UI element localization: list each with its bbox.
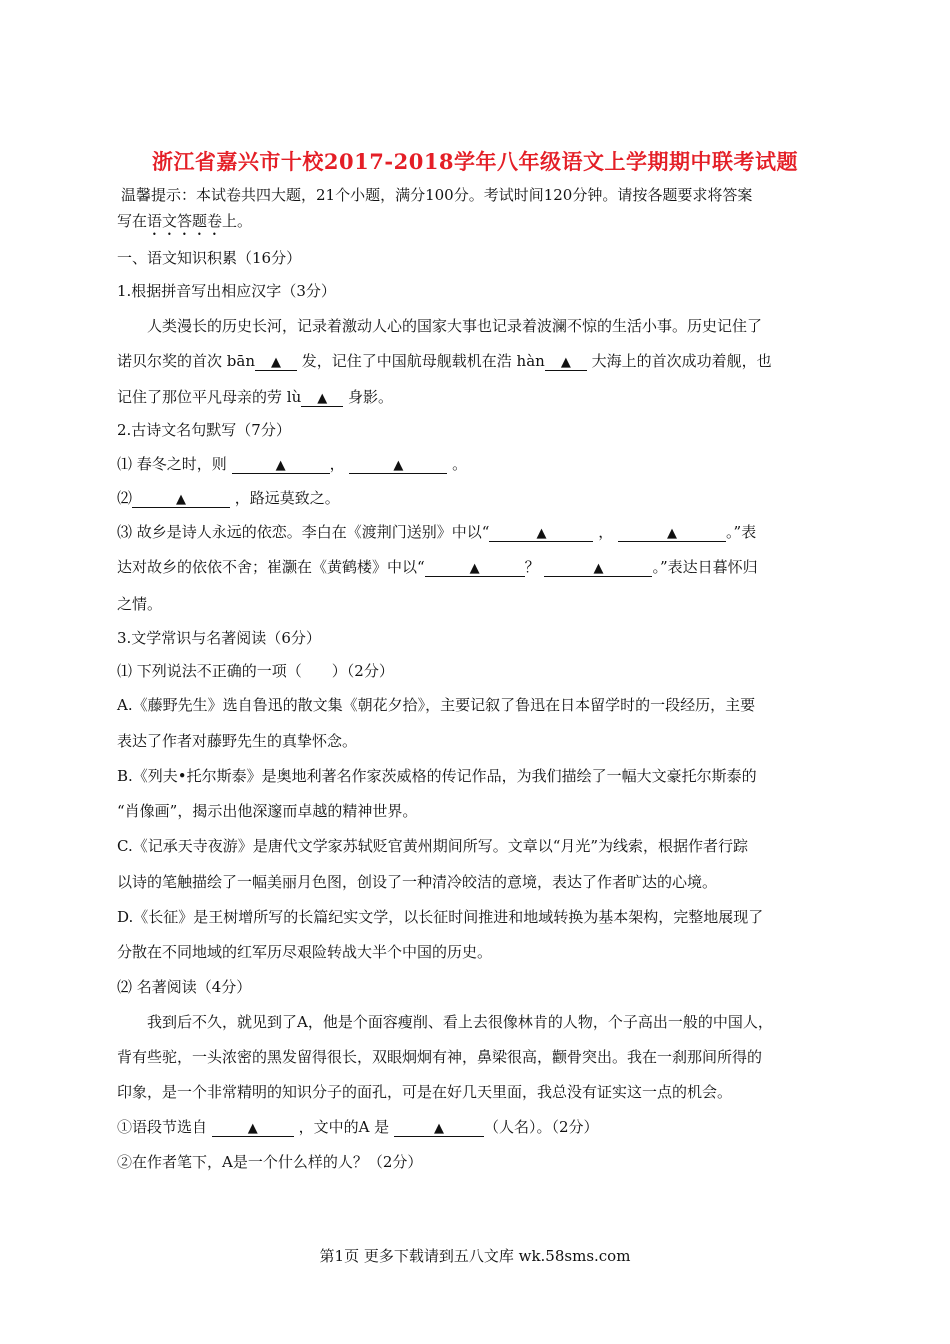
q3-item-2: ②在作者笔下，A是一个什么样的人？（2分） [117,1153,423,1171]
option-b-line-2: “肖像画”，揭示出他深邃而卓越的精神世界。 [117,802,418,820]
triangle-icon: ▲ [317,391,328,406]
reading-line-1: 我到后不久，就见到了A，他是个面容瘦削、看上去很像林肯的人物，个子高出一般的中国人， [147,1013,773,1031]
q2-line-end: 之情。 [117,595,163,613]
reading-line-3: 印象，是一个非常精明的知识分子的面孔，可是在好几天里面，我总没有证实这一点的机会。 [117,1083,733,1101]
answer-blank[interactable] [212,1118,294,1137]
triangle-icon: ▲ [593,561,604,576]
q2-p3-text: ⑶ 故乡是诗人永远的依恋。李白在《渡荆门送别》中以“ [117,523,490,541]
q2-part-3 [117,521,756,543]
option-d-line-2: 分散在不同地域的红军历尽艰险转战大半个中国的历史。 [117,943,493,961]
q2-heading: 2.古诗文名句默写（7分） [117,421,291,439]
q2-part-1 [117,453,467,475]
answer-blank[interactable] [232,455,330,474]
reading-line-2: 背有些驼，一头浓密的黑发留得很长，双眼炯炯有神，鼻梁很高，颧骨突出。我在一刹那间所得的 [117,1048,763,1066]
answer-blank[interactable] [394,1118,484,1137]
q2-question-mark: ？ [524,558,540,576]
q3-sub-1: ⑴ 下列说法不正确的一项（ ）（2分） [117,662,394,680]
triangle-icon: ▲ [536,526,547,541]
item-1-text-a: ①语段节选自 [117,1118,208,1136]
answer-blank[interactable] [255,352,297,371]
tip-line-1: 温馨提示：本试卷共四大题，21个小题，满分100分。考试时间120分钟。请按各题要求将答案 [121,186,753,204]
q2-part-3-cont [117,556,758,578]
q1-line-3 [117,386,393,408]
page-footer: 第1页 更多下载请到五八文库 wk.58sms.com [319,1247,631,1265]
q2-p4-text: 达对故乡的依依不舍；崔灏在《黄鹤楼》中以“ [117,558,425,576]
answer-blank[interactable] [618,523,726,542]
triangle-icon: ▲ [247,1121,258,1136]
option-a-line-2: 表达了作者对藤野先生的真挚怀念。 [117,732,358,750]
q1-text-d: 记住了那位平凡母亲的劳 lù [117,388,302,406]
triangle-icon: ▲ [176,492,187,507]
answer-blank[interactable] [425,558,525,577]
option-d-line-1: D.《长征》是王树增所写的长篇纪实文学，以长征时间推进和地域转换为基本架构，完整地展现了 [117,908,764,926]
item-1-text-c: （人名）。（2分） [483,1118,599,1136]
triangle-icon: ▲ [275,458,286,473]
option-c-line-1: C.《记承天寺夜游》是唐代文学家苏轼贬官黄州期间所写。文章以“月光”为线索，根据作者行踪 [117,837,749,855]
q2-p4-end: 。”表达日暮怀归 [652,558,758,576]
q1-heading: 1.根据拼音写出相应汉字（3分） [117,282,336,300]
answer-blank[interactable] [349,455,447,474]
triangle-icon: ▲ [270,355,281,370]
triangle-icon: ▲ [560,355,571,370]
q1-text-e: 身影。 [348,388,394,406]
triangle-icon: ▲ [469,561,480,576]
item-1-text-b: ，文中的A 是 [298,1118,390,1136]
answer-blank[interactable] [545,352,587,371]
answer-blank[interactable] [132,489,230,508]
option-a-line-1: A.《藤野先生》选自鲁迅的散文集《朝花夕拾》，主要记叙了鲁迅在日本留学时的一段经历，主要 [117,696,756,714]
q2-p3-end: 。”表 [726,523,757,541]
tip-dotted-text: 语文答题卷 [147,212,223,230]
answer-blank[interactable] [301,388,343,407]
option-c-line-2: 以诗的笔触描绘了一幅美丽月色图，创设了一种清冷皎洁的意境，表达了作者旷达的心境。 [117,873,718,891]
q1-text-b: 发，记住了中国航母舰载机在浩 hàn [301,352,545,370]
tip-line-2 [117,210,252,239]
answer-blank[interactable] [489,523,593,542]
tip-line-2-post: 上。 [222,212,253,230]
q2-period: 。 [452,455,468,473]
triangle-icon: ▲ [393,458,404,473]
q3-sub-2: ⑵ 名著阅读（4分） [117,978,252,996]
q1-text-a: 诺贝尔奖的首次 bān [117,352,255,370]
q2-comma: ， [329,455,345,473]
q1-text-c: 大海上的首次成功着舰，也 [591,352,772,370]
q3-heading: 3.文学常识与名著阅读（6分） [117,629,321,647]
tip-line-2-pre: 写在 [117,212,148,230]
triangle-icon: ▲ [433,1121,444,1136]
q3-item-1 [117,1116,599,1138]
triangle-icon: ▲ [667,526,678,541]
section-heading: 一、语文知识积累（16分） [117,249,302,267]
option-b-line-1: B.《列夫•托尔斯泰》是奥地利著名作家茨威格的传记作品，为我们描绘了一幅大文豪托尔斯泰的 [117,767,757,785]
q2-p2-text: ，路远莫致之。 [234,489,340,507]
answer-blank[interactable] [544,558,652,577]
q1-line-1: 人类漫长的历史长河，记录着激动人心的国家大事也记录着波澜不惊的生活小事。历史记住了 [147,317,763,335]
q1-line-2 [117,350,772,372]
page-title: 浙江省嘉兴市十校2017-2018学年八年级语文上学期期中联考试题 [151,149,799,174]
q2-p3-comma: ， [598,523,614,541]
q2-p1-text: ⑴ 春冬之时，则 [117,455,227,473]
q2-part-2 [117,487,340,509]
q2-p2-number: ⑵ [117,489,133,507]
